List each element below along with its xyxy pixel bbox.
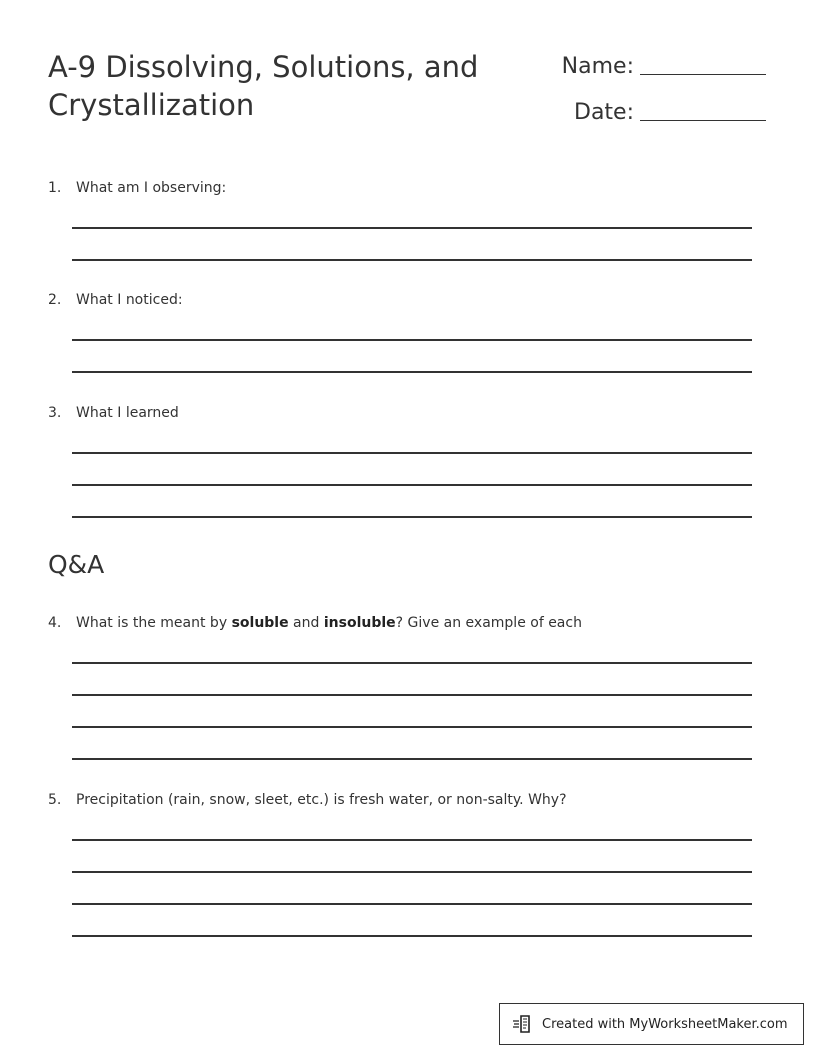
name-blank-line[interactable] [640,73,766,75]
answer-line[interactable] [72,516,752,518]
answer-line[interactable] [72,903,752,905]
section-heading: Q&A [48,550,105,579]
footer-text: Created with MyWorksheetMaker.com [542,1016,788,1032]
answer-line[interactable] [72,662,752,664]
worksheet-maker-logo-icon [512,1013,534,1035]
term-insoluble: insoluble [323,615,396,631]
question-4 [48,613,582,633]
name-field [534,54,766,79]
question-2 [48,290,183,310]
question-text: What am I observing: [76,180,227,196]
term-soluble: soluble [231,615,289,631]
question-text-part: What is the meant by [76,615,232,631]
question-text [76,613,582,633]
answer-line[interactable] [72,694,752,696]
answer-line[interactable] [72,371,752,373]
answer-line[interactable] [72,758,752,760]
footer-badge[interactable] [499,1003,804,1045]
date-blank-line[interactable] [640,119,766,121]
question-number: 4. [48,615,62,631]
question-number: 5. [48,792,62,808]
question-text: What I noticed: [76,292,183,308]
question-text: What I learned [76,405,179,421]
date-label: Date: [574,100,634,125]
question-3 [48,403,179,423]
question-text-part: and [288,615,324,631]
answer-line[interactable] [72,259,752,261]
question-number: 1. [48,180,62,196]
answer-line[interactable] [72,935,752,937]
date-field [534,100,766,125]
question-text: Precipitation (rain, snow, sleet, etc.) is fresh water, or non-salty. Why? [76,792,567,808]
name-label: Name: [561,54,634,79]
answer-line[interactable] [72,339,752,341]
question-5 [48,790,567,810]
answer-line[interactable] [72,452,752,454]
answer-line[interactable] [72,871,752,873]
answer-line[interactable] [72,839,752,841]
worksheet-title: A-9 Dissolving, Solutions, and Crystallization [48,50,479,122]
question-1 [48,178,226,198]
answer-line[interactable] [72,484,752,486]
question-number: 3. [48,405,62,421]
answer-line[interactable] [72,726,752,728]
answer-line[interactable] [72,227,752,229]
question-text-part: ? Give an example of each [395,615,582,631]
question-number: 2. [48,292,62,308]
